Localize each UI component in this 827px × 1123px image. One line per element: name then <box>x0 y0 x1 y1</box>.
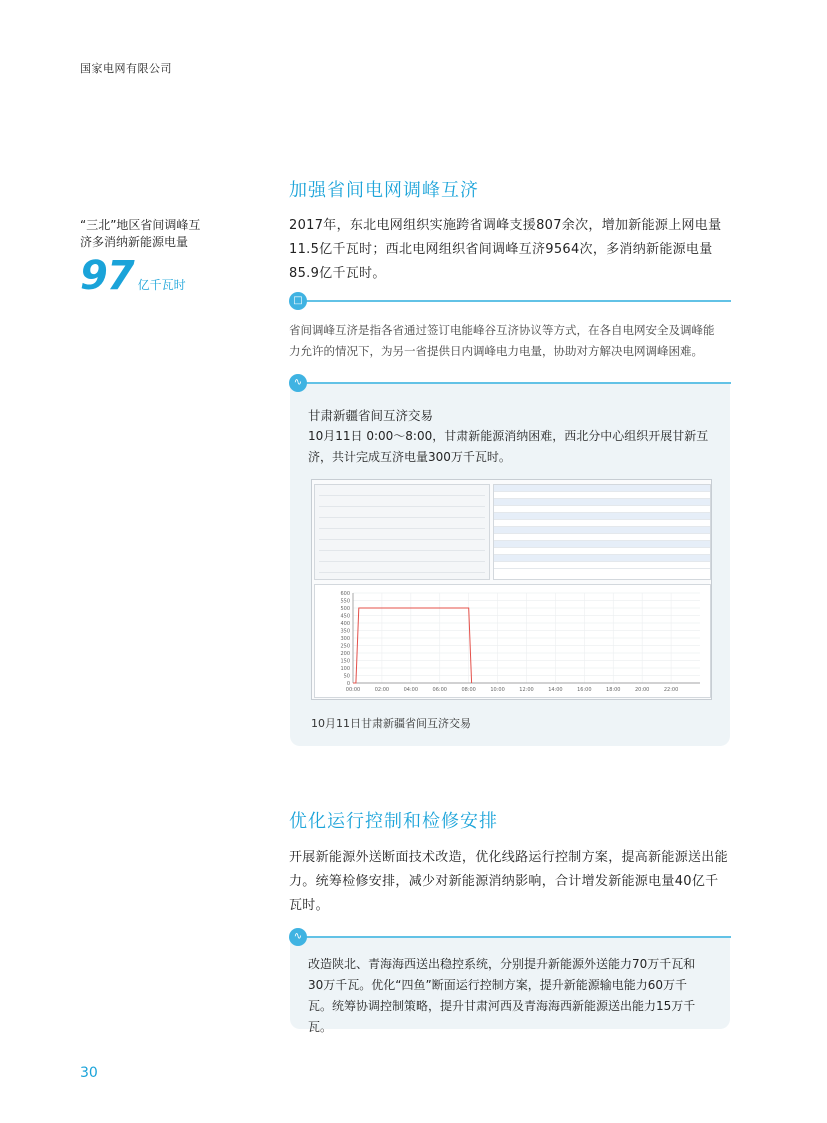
paragraph-line: 力。统筹检修安排，减少对新能源消纳影响，合计增发新能源电量40亿千 <box>289 874 719 889</box>
pulse-icon: ∿ <box>289 374 307 392</box>
y-tick-label: 100 <box>340 666 350 672</box>
stat-caption-line-1: “三北”地区省间调峰互 <box>80 218 201 232</box>
paragraph-line: 瓦时。 <box>289 898 329 913</box>
divider-line <box>303 936 731 938</box>
x-tick-label: 14:00 <box>548 687 563 693</box>
y-tick-label: 250 <box>340 643 350 650</box>
divider-line <box>303 300 731 302</box>
pulse-icon: ∿ <box>289 928 307 946</box>
exchange-power-chart <box>315 585 710 697</box>
figure-caption: 10月11日甘肃新疆省间互济交易 <box>311 717 471 730</box>
x-tick-label: 04:00 <box>403 687 419 693</box>
measures-body <box>308 954 718 1038</box>
y-tick-label: 500 <box>340 606 350 612</box>
page-number: 30 <box>80 1065 98 1081</box>
section-heading-operation-control: 优化运行控制和检修安排 <box>289 811 498 832</box>
paragraph-line: 2017年，东北电网组织实施跨省调峰支援807余次，增加新能源上网电量 <box>289 218 722 233</box>
definition-note <box>289 320 731 362</box>
section-heading-peak-regulation: 加强省间电网调峰互济 <box>289 180 479 201</box>
x-tick-label: 22:00 <box>663 687 679 693</box>
measures-line: 30万千瓦。优化“四鱼”断面运行控制方案，提升新能源输电能力60万千 <box>308 978 687 992</box>
x-tick-label: 02:00 <box>374 687 390 693</box>
y-tick-label: 550 <box>340 598 350 605</box>
paragraph-line: 85.9亿千瓦时。 <box>289 266 386 281</box>
x-tick-label: 20:00 <box>634 687 650 693</box>
case-study-title: 甘肃新疆省间互济交易 <box>308 408 434 423</box>
paragraph-line: 开展新能源外送断面技术改造，优化线路运行控制方案，提高新能源送出能 <box>289 850 728 865</box>
stat-caption-line-2: 济多消纳新能源电量 <box>80 235 189 249</box>
x-tick-label: 00:00 <box>345 687 361 693</box>
y-tick-label: 400 <box>340 621 350 627</box>
case-study-body <box>308 426 718 468</box>
screenshot-chart-panel <box>314 584 711 698</box>
x-tick-label: 06:00 <box>432 687 447 693</box>
x-tick-label: 12:00 <box>519 687 534 693</box>
measures-line: 瓦。统筹协调控制策略，提升甘肃河西及青海海西新能源送出能力15万千瓦。 <box>308 999 696 1034</box>
sidebar-stat-callout <box>80 217 240 299</box>
stat-value: 97 <box>80 253 134 299</box>
measures-line: 改造陕北、青海海西送出稳控系统，分别提升新能源外送能力70万千瓦和 <box>308 957 696 971</box>
y-tick-label: 200 <box>340 651 350 657</box>
x-tick-label: 10:00 <box>490 687 505 693</box>
stat-figure <box>80 253 240 299</box>
note-line: 力允许的情况下，为另一省提供日内调峰电力电量，协助对方解决电网调峰困难。 <box>289 344 703 358</box>
section1-paragraph <box>289 214 731 286</box>
case-study-divider <box>289 374 731 392</box>
bookmark-icon: □ <box>289 292 307 310</box>
screenshot-form-panel <box>314 484 490 580</box>
y-tick-label: 300 <box>340 636 350 642</box>
y-tick-label: 450 <box>340 613 350 620</box>
y-tick-label: 600 <box>340 591 350 597</box>
definition-note-divider <box>289 292 731 310</box>
x-tick-label: 18:00 <box>606 687 621 693</box>
y-tick-label: 150 <box>340 658 350 665</box>
measures-divider <box>289 928 731 946</box>
paragraph-line: 11.5亿千瓦时；西北电网组织省间调峰互济9564次，多消纳新能源电量 <box>289 242 713 257</box>
case-body-line: 济，共计完成互济电量300万千瓦时。 <box>308 450 511 464</box>
y-tick-label: 0 <box>346 681 350 687</box>
x-tick-label: 08:00 <box>461 687 476 693</box>
screenshot-table-panel <box>493 484 711 580</box>
organization-name: 国家电网有限公司 <box>80 62 172 75</box>
divider-line <box>303 382 731 384</box>
y-tick-label: 350 <box>340 628 350 635</box>
y-tick-label: 50 <box>343 673 350 680</box>
note-line: 省间调峰互济是指各省通过签订电能峰谷互济协议等方式，在各自电网安全及调峰能 <box>289 323 715 337</box>
case-body-line: 10月11日 0:00～8:00，甘肃新能源消纳困难，西北分中心组织开展甘新互 <box>308 429 709 443</box>
measures-box <box>290 936 730 1034</box>
x-tick-label: 16:00 <box>577 687 592 693</box>
stat-unit: 亿千瓦时 <box>137 278 186 292</box>
trading-system-screenshot <box>311 479 712 700</box>
section2-paragraph <box>289 846 731 918</box>
